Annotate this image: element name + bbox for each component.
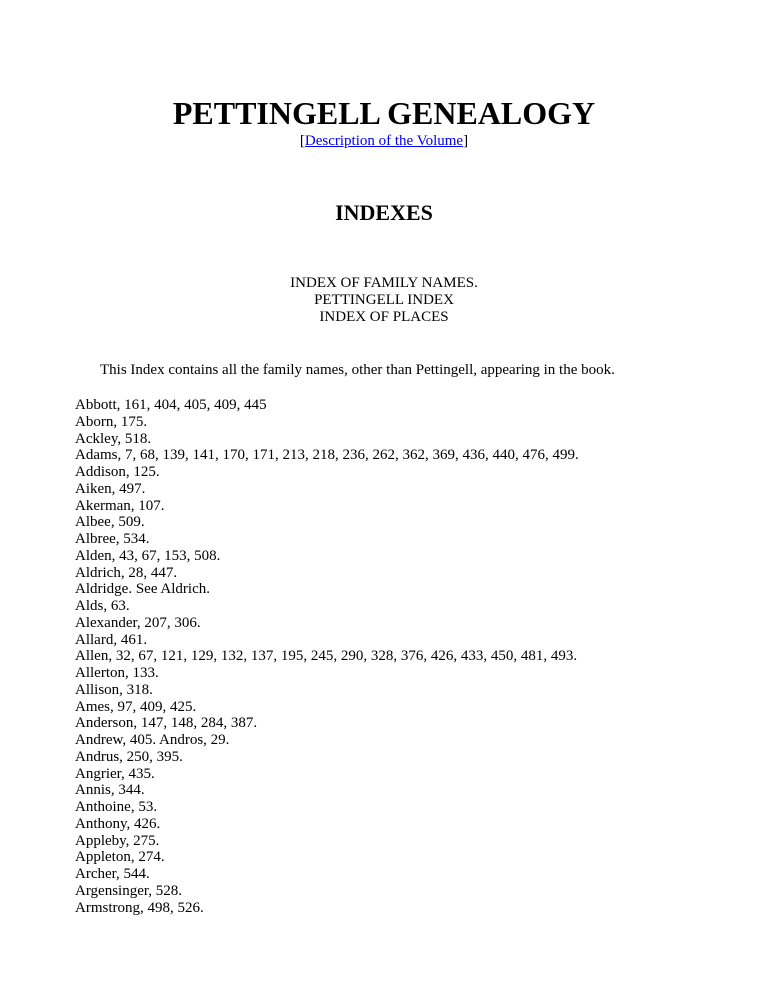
name-entry: Appleby, 275. <box>75 832 160 849</box>
section-heading: INDEXES <box>335 200 433 225</box>
intro-text: This Index contains all the family names, other than Pettingell, appearing in the book. <box>100 362 615 378</box>
family-names-list <box>75 397 579 916</box>
name-entry: Alexander, 207, 306. <box>75 614 201 631</box>
name-entry: Albee, 509. <box>75 514 145 531</box>
name-entry: Aldrich, 28, 447. <box>75 564 178 581</box>
name-entry: Aldridge. See Aldrich. <box>75 581 210 598</box>
name-entry: Ackley, 518. <box>75 430 152 447</box>
description-link[interactable]: Description of the Volume <box>304 133 464 149</box>
name-entry: Allen, 32, 67, 121, 129, 132, 137, 195, 245, 290, 328, 376, 426, 433, 450, 481, 493. <box>75 648 578 665</box>
name-entry: Aiken, 497. <box>75 480 146 497</box>
index-list <box>0 275 768 326</box>
index-family-names: INDEX OF FAMILY NAMES. <box>290 275 478 291</box>
name-entry: Archer, 544. <box>75 866 150 882</box>
index-pettingell: PETTINGELL INDEX <box>314 292 454 308</box>
name-entry: Alden, 43, 67, 153, 508. <box>75 547 221 564</box>
name-entry: Anthoine, 53. <box>75 799 158 815</box>
name-entry: Alds, 63. <box>75 598 130 614</box>
name-entry: Angrier, 435. <box>75 765 155 782</box>
name-entry: Annis, 344. <box>75 782 145 799</box>
name-entry: Argensinger, 528. <box>75 882 183 899</box>
page-title: PETTINGELL GENEALOGY <box>172 95 596 131</box>
name-entry: Albree, 534. <box>75 531 150 547</box>
name-entry: Aborn, 175. <box>75 413 148 430</box>
name-entry: Addison, 125. <box>75 464 160 480</box>
name-entry: Armstrong, 498, 526. <box>75 899 204 916</box>
name-entry: Allison, 318. <box>75 681 153 698</box>
name-entry: Adams, 7, 68, 139, 141, 170, 171, 213, 218, 236, 262, 362, 369, 436, 440, 476, 499. <box>75 447 579 464</box>
name-entry: Anthony, 426. <box>75 815 161 832</box>
name-entry: Andrew, 405. Andros, 29. <box>75 732 230 748</box>
bracket-close: ] <box>463 133 469 149</box>
name-entry: Appleton, 274. <box>75 849 165 866</box>
name-entry: Allerton, 133. <box>75 665 159 681</box>
name-entry: Anderson, 147, 148, 284, 387. <box>75 715 258 732</box>
name-entry: Ames, 97, 409, 425. <box>75 698 197 715</box>
name-entry: Akerman, 107. <box>75 497 165 514</box>
name-entry: Abbott, 161, 404, 405, 409, 445 <box>75 397 267 413</box>
bracket-open: [ <box>299 133 305 149</box>
index-places: INDEX OF PLACES <box>319 309 449 325</box>
name-entry: Andrus, 250, 395. <box>75 748 183 765</box>
name-entry: Allard, 461. <box>75 631 148 648</box>
description-line <box>0 131 768 151</box>
